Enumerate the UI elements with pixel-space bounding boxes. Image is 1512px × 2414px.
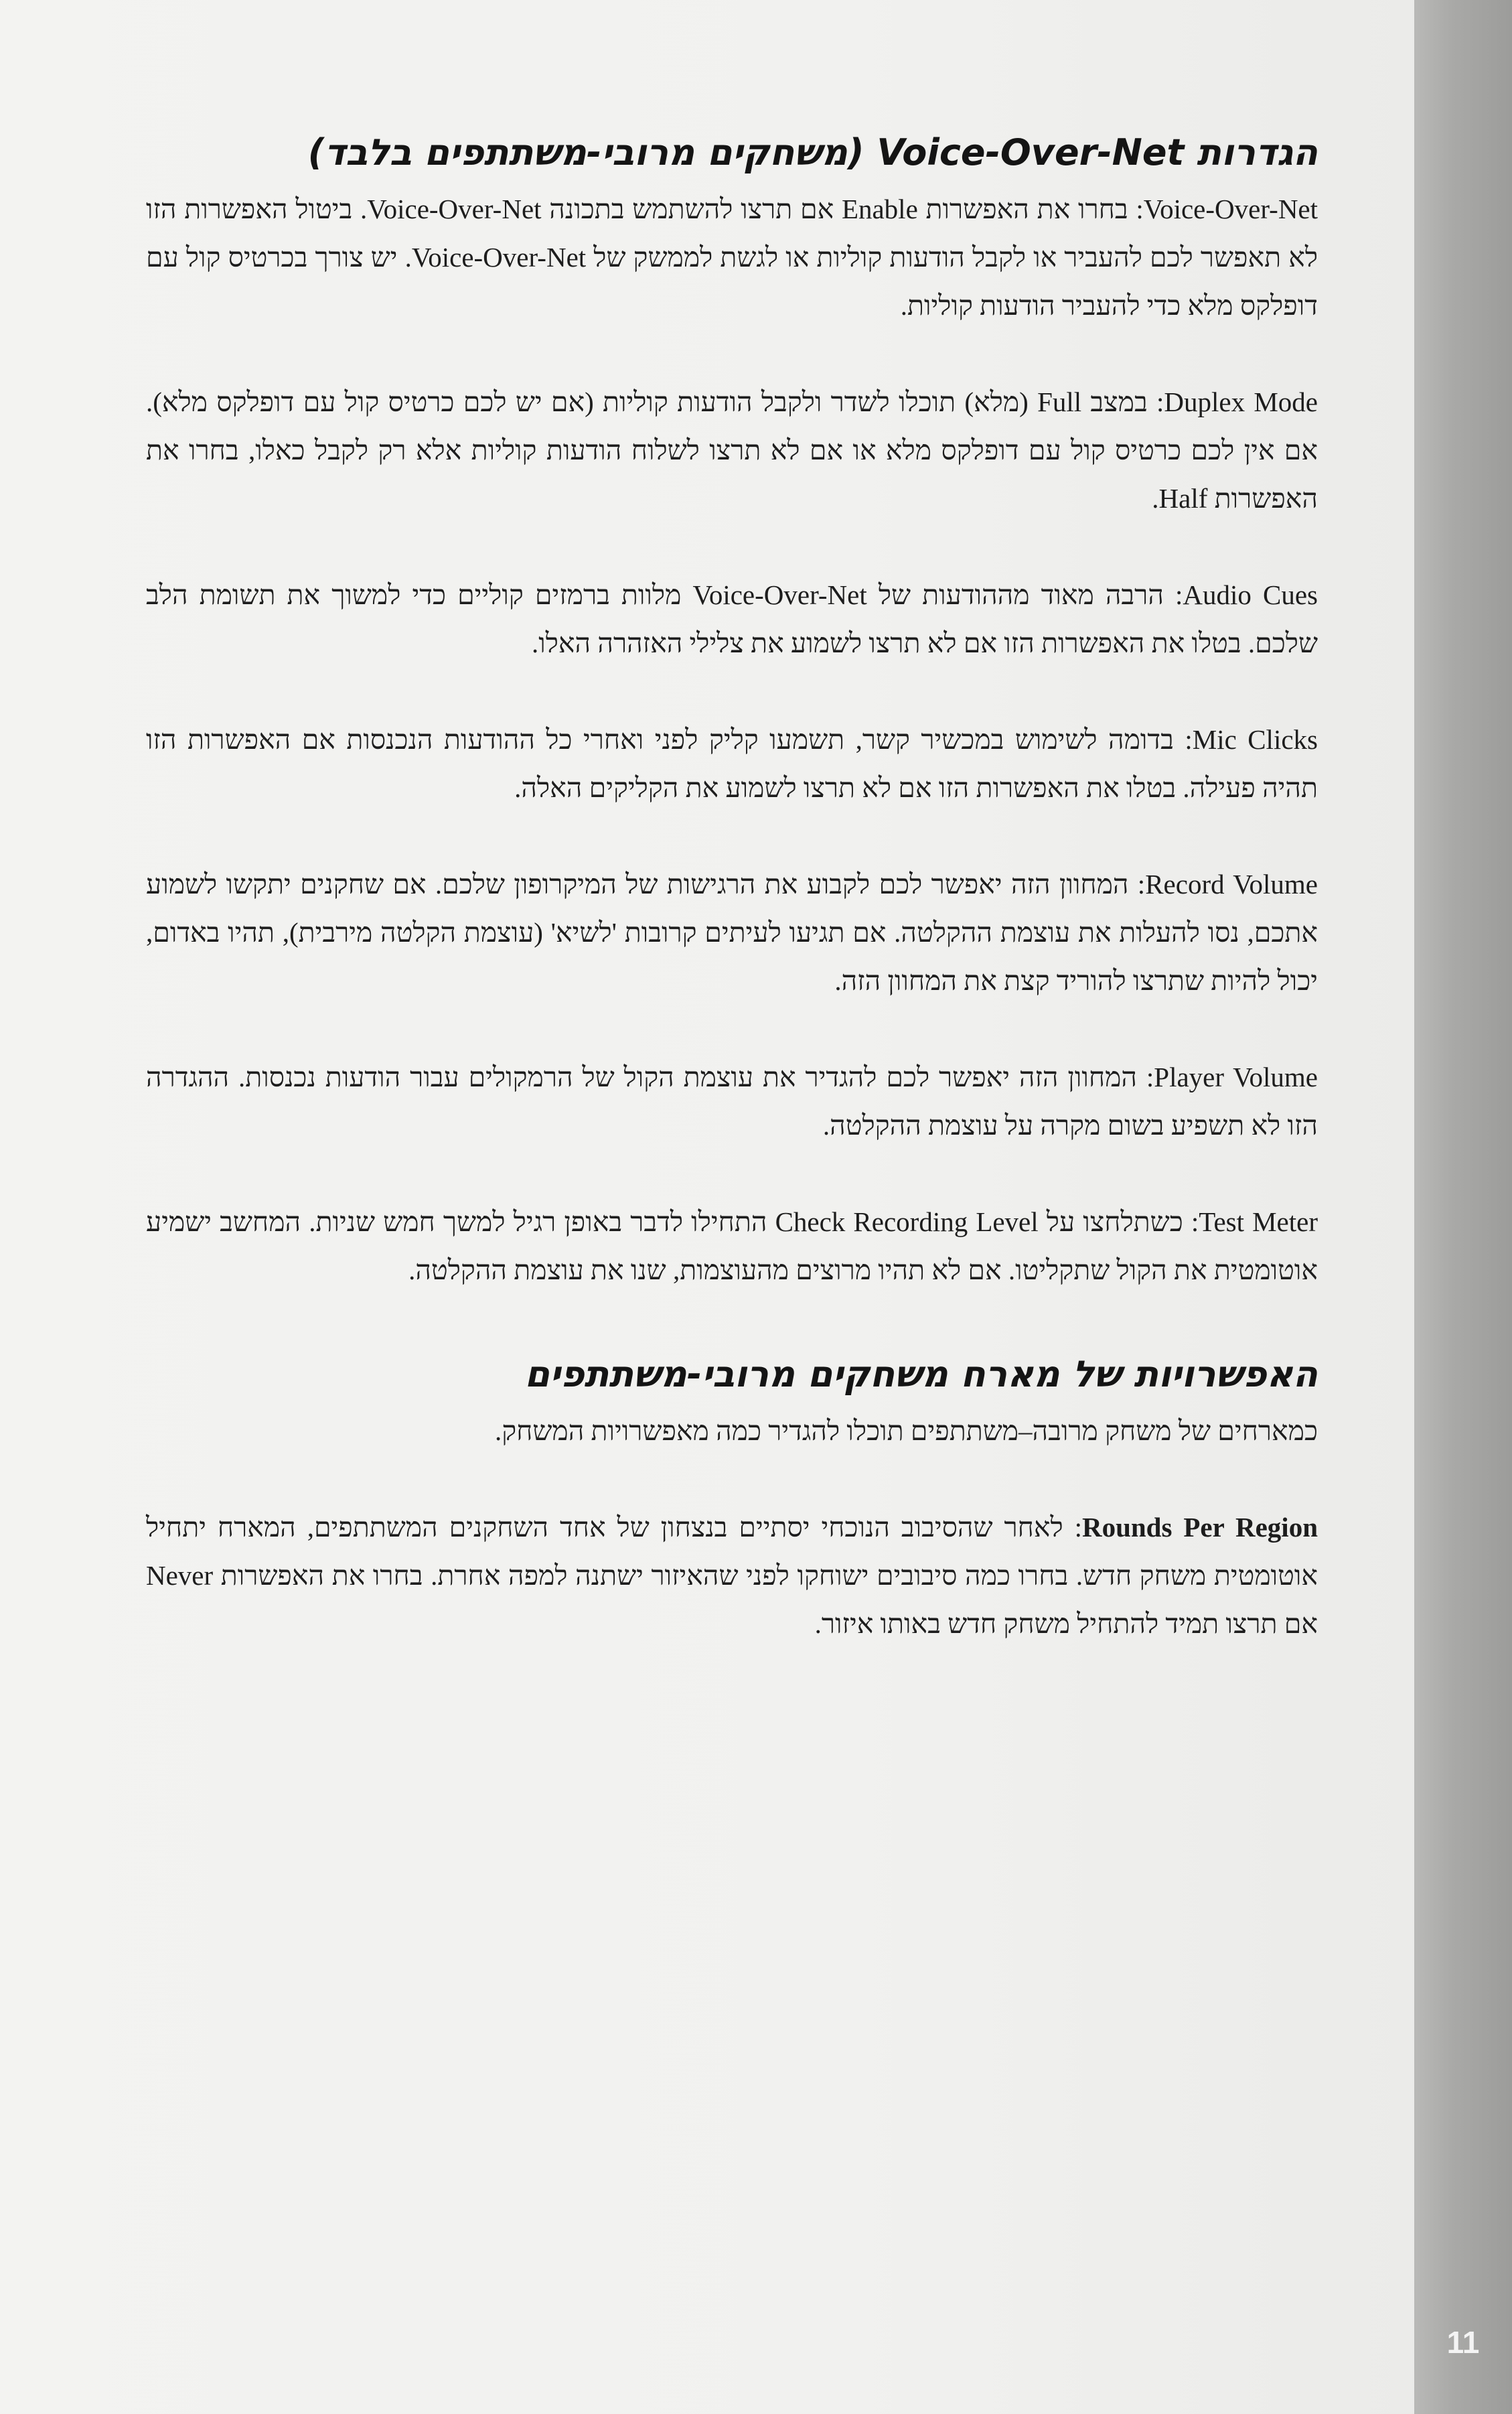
term-rounds-per-region: Rounds Per Region: [1081, 1512, 1318, 1543]
paragraph-audio-cues: [146, 571, 1318, 667]
page-edge-tab: [1414, 0, 1512, 2414]
page-content: [146, 121, 1318, 1696]
paragraph-mic-clicks: [146, 715, 1318, 812]
term-test-meter: Test Meter: [1199, 1206, 1318, 1237]
term-voice-over-net: Voice-Over-Net: [1143, 194, 1318, 224]
paragraph-rounds-per-region: [146, 1503, 1318, 1648]
term-audio-cues: Audio Cues: [1183, 579, 1318, 610]
section-title-voice-over-net: הגדרות Voice-Over-Net (משחקים מרובי-משתתפים בלבד): [307, 131, 1318, 173]
paragraph-record-volume: [146, 860, 1318, 1005]
term-duplex-mode: Duplex Mode: [1164, 386, 1318, 417]
paragraph-duplex-mode: [146, 378, 1318, 522]
term-player-volume: Player Volume: [1154, 1062, 1318, 1092]
host-options-intro: כמארחים של משחק מרובה–משתתפים תוכלו להגדיר כמה מאפשרויות המשחק.: [494, 1415, 1318, 1446]
desc-test-meter: : כשתלחצו על Check Recording Level התחילו לדבר באופן רגיל למשך חמש שניות. המחשב ישמיע אוטומטית את הקול שתקליטו. אם לא תהיו מרוצים מהעוצמות, שנו את עוצמת ההקלטה.: [146, 1206, 1318, 1285]
desc-voice-over-net: : בחרו את האפשרות Enable אם תרצו להשתמש בתכונה Voice-Over-Net. ביטול האפשרות הזו לא תאפשר לכם להעביר או לקבל הודעות קוליות או לגשת לממשק של Voice-Over-Net. יש צורך בכרטיס קול עם דופלקס מלא כדי להעביר הודעות קוליות.: [146, 194, 1318, 321]
desc-audio-cues: : הרבה מאוד מההודעות של Voice-Over-Net מלוות ברמזים קוליים כדי למשוך את תשומת הלב שלכם. בטלו את האפשרות הזו אם לא תרצו לשמוע את צלילי האזהרה האלו.: [146, 579, 1318, 658]
term-record-volume: Record Volume: [1145, 869, 1318, 900]
term-mic-clicks: Mic Clicks: [1192, 724, 1318, 755]
paragraph-test-meter: [146, 1198, 1318, 1294]
desc-mic-clicks: : בדומה לשימוש במכשיר קשר, תשמעו קליק לפני ואחרי כל ההודעות הנכנסות אם האפשרות הזו תהיה פעילה. בטלו את האפשרות הזו אם לא תרצו לשמוע את הקליקים האלה.: [146, 724, 1318, 803]
desc-duplex-mode: : במצב Full (מלא) תוכלו לשדר ולקבל הודעות קוליות (אם יש לכם כרטיס קול עם דופלקס מלא). אם אין לכם כרטיס קול עם דופלקס מלא או אם לא תרצו לשלוח הודעות קוליות אלא רק לקבל כאלו, בחרו את האפשרות Half.: [146, 386, 1318, 514]
desc-player-volume: : המחוון הזה יאפשר לכם להגדיר את עוצמת הקול של הרמקולים עבור הודעות נכנסות. ההגדרה הזו לא תשפיע בשום מקרה על עוצמת ההקלטה.: [146, 1062, 1318, 1141]
desc-rounds-per-region: : לאחר שהסיבוב הנוכחי יסתיים בנצחון של אחד השחקנים המשתתפים, המארח יתחיל אוטומטית משחק חדש. בחרו כמה סיבובים ישוחקו לפני שהאיזור ישתנה למפה אחרת. בחרו את האפשרות Never אם תרצו תמיד להתחיל משחק חדש באותו איזור.: [146, 1512, 1318, 1639]
desc-record-volume: : המחוון הזה יאפשר לכם לקבוע את הרגישות של המיקרופון שלכם. אם שחקנים יתקשו לשמוע אתכם, נסו להעלות את עוצמת ההקלטה. אם תגיעו לעיתים קרובות 'לשיא' (עוצמת הקלטה מירבית), תהיו באדום, יכול להיות שתרצו להוריד קצת את המחוון הזה.: [146, 869, 1318, 996]
page-number: 11: [1446, 2325, 1480, 2360]
paragraph-voice-over-net: [146, 185, 1318, 330]
paragraph-player-volume: [146, 1053, 1318, 1149]
section-title-host-options: האפשרויות של מארח משחקים מרובי-משתתפים: [524, 1353, 1318, 1395]
